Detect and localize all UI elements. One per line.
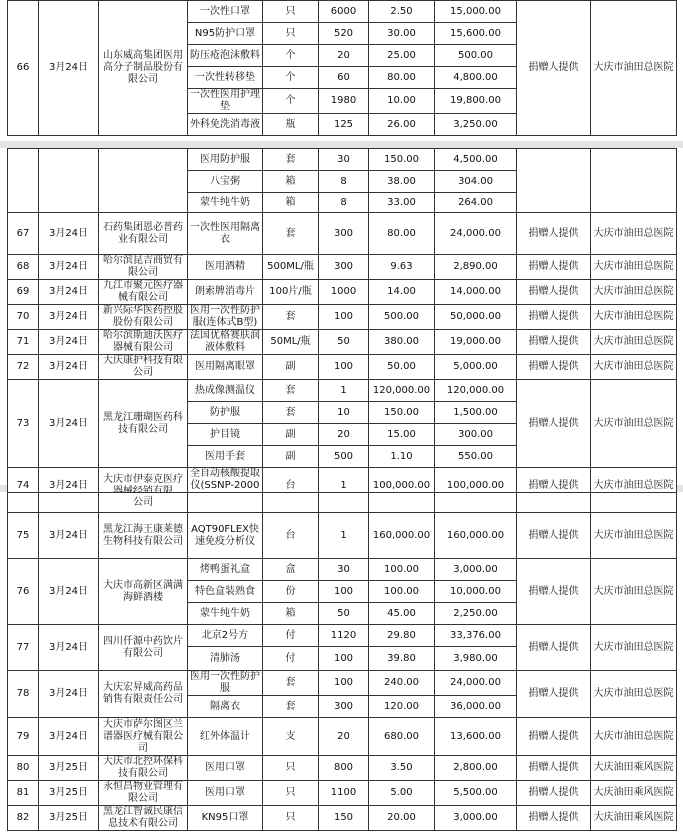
supply-method: 捐赠人提供 xyxy=(517,355,591,380)
donation-date: 3月24日 xyxy=(39,305,99,330)
donation-table-section-3 xyxy=(7,492,677,831)
table-row xyxy=(8,149,677,171)
item-name: 蒙牛纯牛奶 xyxy=(188,603,263,625)
item-qty: 1000 xyxy=(319,280,369,305)
item-price: 500.00 xyxy=(369,305,435,330)
item-amount: 33,376.00 xyxy=(435,625,517,647)
item-name: 防压疮泡沫敷料 xyxy=(188,45,263,67)
item-unit: 套 xyxy=(263,149,319,171)
donation-date xyxy=(39,493,99,513)
item-amount: 24,000.00 xyxy=(435,671,517,696)
row-number: 77 xyxy=(8,625,39,671)
item-qty: 100 xyxy=(319,671,369,696)
item-unit: 套 xyxy=(263,696,319,718)
item-name: 医用隔离眼罩 xyxy=(188,355,263,380)
item-name: 热成像测温仪 xyxy=(188,380,263,402)
item-qty: 20 xyxy=(319,424,369,446)
supply-method: 捐赠人提供 xyxy=(517,806,591,831)
item-qty: 1120 xyxy=(319,625,369,647)
item-amount: 13,600.00 xyxy=(435,718,517,756)
recipient-hospital: 大庆市油田总医院 xyxy=(591,671,677,718)
row-number: 76 xyxy=(8,559,39,625)
item-price: 33.00 xyxy=(369,193,435,213)
item-amount: 2,890.00 xyxy=(435,255,517,280)
item-unit: 50ML/瓶 xyxy=(263,330,319,355)
donor-company: 永恒昌物业管理有限公司 xyxy=(99,781,188,806)
item-unit: 副 xyxy=(263,355,319,380)
item-qty: 100 xyxy=(319,647,369,671)
donor-company: 四川仟源中药饮片有限公司 xyxy=(99,625,188,671)
item-name: 蒙牛纯牛奶 xyxy=(188,193,263,213)
item-name: 全自动核酸提取仪(SSNP-2000 xyxy=(188,468,263,505)
item-name: 法国优格赛肤润液体敷料 xyxy=(188,330,263,355)
supply-method: 捐赠人提供 xyxy=(517,513,591,559)
item-amount: 36,000.00 xyxy=(435,696,517,718)
item-amount: 264.00 xyxy=(435,193,517,213)
row-number: 72 xyxy=(8,355,39,380)
table-row xyxy=(8,380,677,402)
item-unit: 只 xyxy=(263,781,319,806)
item-qty: 1980 xyxy=(319,89,369,114)
item-price: 2.50 xyxy=(369,1,435,23)
recipient-hospital: 大庆市油田总医院 xyxy=(591,718,677,756)
item-price: 5.00 xyxy=(369,781,435,806)
item-price: 80.00 xyxy=(369,67,435,89)
item-unit: 瓶 xyxy=(263,114,319,136)
item-name: 特色盒装熟食 xyxy=(188,581,263,603)
item-amount: 300.00 xyxy=(435,424,517,446)
donation-date: 3月24日 xyxy=(39,355,99,380)
item-amount: 14,000.00 xyxy=(435,280,517,305)
item-name: 医用口罩 xyxy=(188,756,263,781)
donor-company: 九江市聚元医疗器械有限公司 xyxy=(99,280,188,305)
donor-company: 山东威高集团医用高分子制品股份有限公司 xyxy=(99,1,188,136)
row-number: 68 xyxy=(8,255,39,280)
donation-date: 3月25日 xyxy=(39,756,99,781)
item-unit: 盒 xyxy=(263,559,319,581)
item-amount: 550.00 xyxy=(435,446,517,468)
item-name: 医用防护服 xyxy=(188,149,263,171)
recipient-hospital: 大庆油田乘风医院 xyxy=(591,806,677,831)
item-qty: 1 xyxy=(319,513,369,559)
item-qty: 100 xyxy=(319,355,369,380)
recipient-hospital: 大庆市油田总医院 xyxy=(591,213,677,255)
item-amount: 120,000.00 xyxy=(435,380,517,402)
donor-company: 哈尔滨昆吉商贸有限公司 xyxy=(99,255,188,280)
recipient-hospital: 大庆市油田总医院 xyxy=(591,305,677,330)
item-name: 外科免洗消毒液 xyxy=(188,114,263,136)
item-unit: 套 xyxy=(263,671,319,696)
row-number: 71 xyxy=(8,330,39,355)
item-name: 一次性医用隔离衣 xyxy=(188,213,263,255)
item-qty: 50 xyxy=(319,330,369,355)
table-row xyxy=(8,213,677,255)
item-amount xyxy=(435,493,517,513)
donation-date: 3月24日 xyxy=(39,330,99,355)
item-name: 隔离衣 xyxy=(188,696,263,718)
table-row xyxy=(8,671,677,696)
item-unit: 副 xyxy=(263,446,319,468)
item-qty: 50 xyxy=(319,603,369,625)
recipient-hospital: 大庆市油田总医院 xyxy=(591,625,677,671)
table-row xyxy=(8,559,677,581)
item-unit: 份 xyxy=(263,581,319,603)
item-amount: 3,000.00 xyxy=(435,806,517,831)
item-name xyxy=(188,493,263,513)
item-amount: 3,000.00 xyxy=(435,559,517,581)
table-row xyxy=(8,513,677,559)
donor-company: 大庆康护科技有限公司 xyxy=(99,355,188,380)
item-name: 医用一次性防护服(连体式B型) xyxy=(188,305,263,330)
item-unit: 副 xyxy=(263,424,319,446)
donor-company: 黑龙江智诚民康信息技术有限公司 xyxy=(99,806,188,831)
item-qty: 10 xyxy=(319,402,369,424)
page-gap xyxy=(0,141,683,148)
item-amount: 24,000.00 xyxy=(435,213,517,255)
item-price: 9.63 xyxy=(369,255,435,280)
item-name: 一次性口罩 xyxy=(188,1,263,23)
supply-method: 捐赠人提供 xyxy=(517,380,591,468)
item-name: 清肺汤 xyxy=(188,647,263,671)
row-number: 81 xyxy=(8,781,39,806)
supply-method xyxy=(517,493,591,513)
supply-method xyxy=(517,149,591,213)
item-qty: 500 xyxy=(319,446,369,468)
recipient-hospital: 大庆市油田总医院 xyxy=(591,559,677,625)
item-price: 100.00 xyxy=(369,559,435,581)
item-price: 240.00 xyxy=(369,671,435,696)
table-row xyxy=(8,255,677,280)
row-number xyxy=(8,493,39,513)
item-amount: 100,000.00 xyxy=(435,468,517,505)
donor-company: 黑龙江海王康莱德生物科技有限公司 xyxy=(99,513,188,559)
recipient-hospital xyxy=(591,149,677,213)
item-unit: 套 xyxy=(263,305,319,330)
item-price: 38.00 xyxy=(369,171,435,193)
item-qty: 8 xyxy=(319,193,369,213)
item-amount: 4,500.00 xyxy=(435,149,517,171)
row-number: 80 xyxy=(8,756,39,781)
item-name: 烤鸭蛋礼盒 xyxy=(188,559,263,581)
item-price: 29.80 xyxy=(369,625,435,647)
row-number: 69 xyxy=(8,280,39,305)
table-row xyxy=(8,355,677,380)
donation-date: 3月24日 xyxy=(39,213,99,255)
item-name: 一次性转移垫 xyxy=(188,67,263,89)
item-unit: 只 xyxy=(263,1,319,23)
item-name: 护目镜 xyxy=(188,424,263,446)
recipient-hospital: 大庆市油田总医院 xyxy=(591,255,677,280)
item-price: 15.00 xyxy=(369,424,435,446)
supply-method: 捐赠人提供 xyxy=(517,1,591,136)
donation-date: 3月24日 xyxy=(39,255,99,280)
donation-table-section-2 xyxy=(7,148,677,505)
row-number: 74 xyxy=(8,468,39,505)
recipient-hospital: 大庆市油田总医院 xyxy=(591,330,677,355)
item-unit: 台 xyxy=(263,468,319,505)
donation-date: 3月25日 xyxy=(39,806,99,831)
item-qty: 30 xyxy=(319,559,369,581)
item-qty: 6000 xyxy=(319,1,369,23)
item-name: KN95口罩 xyxy=(188,806,263,831)
item-amount: 15,600.00 xyxy=(435,23,517,45)
item-price: 25.00 xyxy=(369,45,435,67)
donation-date: 3月24日 xyxy=(39,468,99,505)
supply-method: 捐赠人提供 xyxy=(517,330,591,355)
supply-method: 捐赠人提供 xyxy=(517,625,591,671)
item-price: 30.00 xyxy=(369,23,435,45)
item-price: 100,000.00 xyxy=(369,468,435,505)
row-number: 73 xyxy=(8,380,39,468)
item-amount: 304.00 xyxy=(435,171,517,193)
item-qty: 1 xyxy=(319,468,369,505)
recipient-hospital: 大庆市油田总医院 xyxy=(591,380,677,468)
table-row xyxy=(8,718,677,756)
table-row xyxy=(8,1,677,23)
supply-method: 捐赠人提供 xyxy=(517,305,591,330)
item-amount: 19,800.00 xyxy=(435,89,517,114)
row-number: 67 xyxy=(8,213,39,255)
item-amount: 3,250.00 xyxy=(435,114,517,136)
donation-table-section-1 xyxy=(7,0,677,136)
table-row xyxy=(8,781,677,806)
donor-company: 大庆市伊泰克医疗 xyxy=(99,468,188,505)
supply-method: 捐赠人提供 xyxy=(517,280,591,305)
item-unit: 只 xyxy=(263,756,319,781)
supply-method: 捐赠人提供 xyxy=(517,718,591,756)
item-unit: 个 xyxy=(263,89,319,114)
donation-date: 3月24日 xyxy=(39,559,99,625)
item-unit: 箱 xyxy=(263,171,319,193)
item-unit: 个 xyxy=(263,67,319,89)
table-row xyxy=(8,280,677,305)
recipient-hospital: 大庆市油田总医院 xyxy=(591,513,677,559)
donor-company: 大庆市萨尔图区兰谱器医疗械有限公司 xyxy=(99,718,188,756)
item-name: 八宝粥 xyxy=(188,171,263,193)
item-qty: 20 xyxy=(319,45,369,67)
donation-date: 3月24日 xyxy=(39,513,99,559)
item-price: 380.00 xyxy=(369,330,435,355)
item-price xyxy=(369,493,435,513)
item-amount: 15,000.00 xyxy=(435,1,517,23)
item-price: 3.50 xyxy=(369,756,435,781)
table-row xyxy=(8,493,677,513)
item-price: 150.00 xyxy=(369,402,435,424)
item-amount: 1,500.00 xyxy=(435,402,517,424)
item-unit: 套 xyxy=(263,213,319,255)
item-unit: 箱 xyxy=(263,603,319,625)
item-amount: 500.00 xyxy=(435,45,517,67)
item-name: 北京2号方 xyxy=(188,625,263,647)
item-qty: 520 xyxy=(319,23,369,45)
supply-method: 捐赠人提供 xyxy=(517,255,591,280)
item-unit: 只 xyxy=(263,23,319,45)
item-amount: 160,000.00 xyxy=(435,513,517,559)
donor-company xyxy=(99,149,188,213)
item-price: 1.10 xyxy=(369,446,435,468)
item-name: 防护服 xyxy=(188,402,263,424)
item-price: 26.00 xyxy=(369,114,435,136)
item-amount: 2,800.00 xyxy=(435,756,517,781)
item-amount: 5,000.00 xyxy=(435,355,517,380)
supply-method: 捐赠人提供 xyxy=(517,756,591,781)
supply-method: 捐赠人提供 xyxy=(517,671,591,718)
donor-company: 新兴际华医药控股股份有限公司 xyxy=(99,305,188,330)
item-amount: 3,980.00 xyxy=(435,647,517,671)
item-unit: 个 xyxy=(263,45,319,67)
item-price: 45.00 xyxy=(369,603,435,625)
donor-company: 大庆宏昇威高药品销售有限责任公司 xyxy=(99,671,188,718)
recipient-hospital: 大庆市油田总医院 xyxy=(591,355,677,380)
donation-date: 3月25日 xyxy=(39,781,99,806)
item-name: 医用酒精 xyxy=(188,255,263,280)
item-name: 医用口罩 xyxy=(188,781,263,806)
table-row xyxy=(8,330,677,355)
item-qty: 100 xyxy=(319,581,369,603)
row-number: 82 xyxy=(8,806,39,831)
item-qty: 300 xyxy=(319,213,369,255)
item-qty: 125 xyxy=(319,114,369,136)
donor-company: 哈尔滨斯迪沃医疗器械有限公司 xyxy=(99,330,188,355)
item-qty: 300 xyxy=(319,255,369,280)
item-qty: 8 xyxy=(319,171,369,193)
item-qty: 60 xyxy=(319,67,369,89)
item-qty: 1 xyxy=(319,380,369,402)
item-name: 医用一次性防护服 xyxy=(188,671,263,696)
table-row xyxy=(8,806,677,831)
row-number: 79 xyxy=(8,718,39,756)
donor-company: 石药集团恩必普药业有限公司 xyxy=(99,213,188,255)
item-qty xyxy=(319,493,369,513)
item-price: 39.80 xyxy=(369,647,435,671)
item-amount: 5,500.00 xyxy=(435,781,517,806)
item-price: 20.00 xyxy=(369,806,435,831)
recipient-hospital: 大庆油田乘风医院 xyxy=(591,781,677,806)
donation-date: 3月24日 xyxy=(39,625,99,671)
item-unit: 台 xyxy=(263,513,319,559)
donation-date: 3月24日 xyxy=(39,718,99,756)
item-price: 10.00 xyxy=(369,89,435,114)
item-unit: 付 xyxy=(263,647,319,671)
item-unit: 500ML/瓶 xyxy=(263,255,319,280)
row-number xyxy=(8,149,39,213)
item-unit: 支 xyxy=(263,718,319,756)
supply-method: 捐赠人提供 xyxy=(517,781,591,806)
item-amount: 50,000.00 xyxy=(435,305,517,330)
item-price: 120,000.00 xyxy=(369,380,435,402)
recipient-hospital xyxy=(591,493,677,513)
supply-method: 捐赠人提供 xyxy=(517,213,591,255)
item-amount: 10,000.00 xyxy=(435,581,517,603)
item-price: 50.00 xyxy=(369,355,435,380)
item-name: 红外体温计 xyxy=(188,718,263,756)
donor-company: 大庆市北控环保科技有限公司 xyxy=(99,756,188,781)
item-qty: 800 xyxy=(319,756,369,781)
item-qty: 300 xyxy=(319,696,369,718)
item-price: 100.00 xyxy=(369,581,435,603)
item-amount: 19,000.00 xyxy=(435,330,517,355)
item-amount: 4,800.00 xyxy=(435,67,517,89)
row-number: 66 xyxy=(8,1,39,136)
donation-date: 3月24日 xyxy=(39,671,99,718)
recipient-hospital: 大庆油田乘风医院 xyxy=(591,756,677,781)
item-name: 医用手套 xyxy=(188,446,263,468)
item-price: 14.00 xyxy=(369,280,435,305)
recipient-hospital: 大庆市油田总医院 xyxy=(591,468,677,505)
table-row xyxy=(8,305,677,330)
recipient-hospital: 大庆市油田总医院 xyxy=(591,280,677,305)
donation-date: 3月24日 xyxy=(39,1,99,136)
item-qty: 20 xyxy=(319,718,369,756)
item-amount: 2,250.00 xyxy=(435,603,517,625)
item-price: 680.00 xyxy=(369,718,435,756)
item-price: 160,000.00 xyxy=(369,513,435,559)
donor-company: 大庆市高新区满满海鲜酒楼 xyxy=(99,559,188,625)
row-number: 78 xyxy=(8,671,39,718)
item-name: AQT90FLEX快速免疫分析仪 xyxy=(188,513,263,559)
item-name: 一次性医用护理垫 xyxy=(188,89,263,114)
item-name: 朗索牌消毒片 xyxy=(188,280,263,305)
row-number: 75 xyxy=(8,513,39,559)
item-unit xyxy=(263,493,319,513)
item-unit: 只 xyxy=(263,806,319,831)
recipient-hospital: 大庆市油田总医院 xyxy=(591,1,677,136)
item-qty: 1100 xyxy=(319,781,369,806)
item-qty: 150 xyxy=(319,806,369,831)
item-price: 120.00 xyxy=(369,696,435,718)
supply-method: 捐赠人提供 xyxy=(517,559,591,625)
supply-method: 捐赠人提供 xyxy=(517,468,591,505)
item-qty: 100 xyxy=(319,305,369,330)
item-name: N95防护口罩 xyxy=(188,23,263,45)
item-unit: 套 xyxy=(263,402,319,424)
item-price: 80.00 xyxy=(369,213,435,255)
item-unit: 箱 xyxy=(263,193,319,213)
item-unit: 100片/瓶 xyxy=(263,280,319,305)
donation-date: 3月24日 xyxy=(39,380,99,468)
item-price: 150.00 xyxy=(369,149,435,171)
donor-company: 公司 xyxy=(99,493,188,513)
table-row xyxy=(8,756,677,781)
donation-date xyxy=(39,149,99,213)
table-row xyxy=(8,625,677,647)
donation-date: 3月24日 xyxy=(39,280,99,305)
donor-company: 黑龙江珊瑚医药科技有限公司 xyxy=(99,380,188,468)
item-qty: 30 xyxy=(319,149,369,171)
row-number: 70 xyxy=(8,305,39,330)
item-unit: 套 xyxy=(263,380,319,402)
item-unit: 付 xyxy=(263,625,319,647)
